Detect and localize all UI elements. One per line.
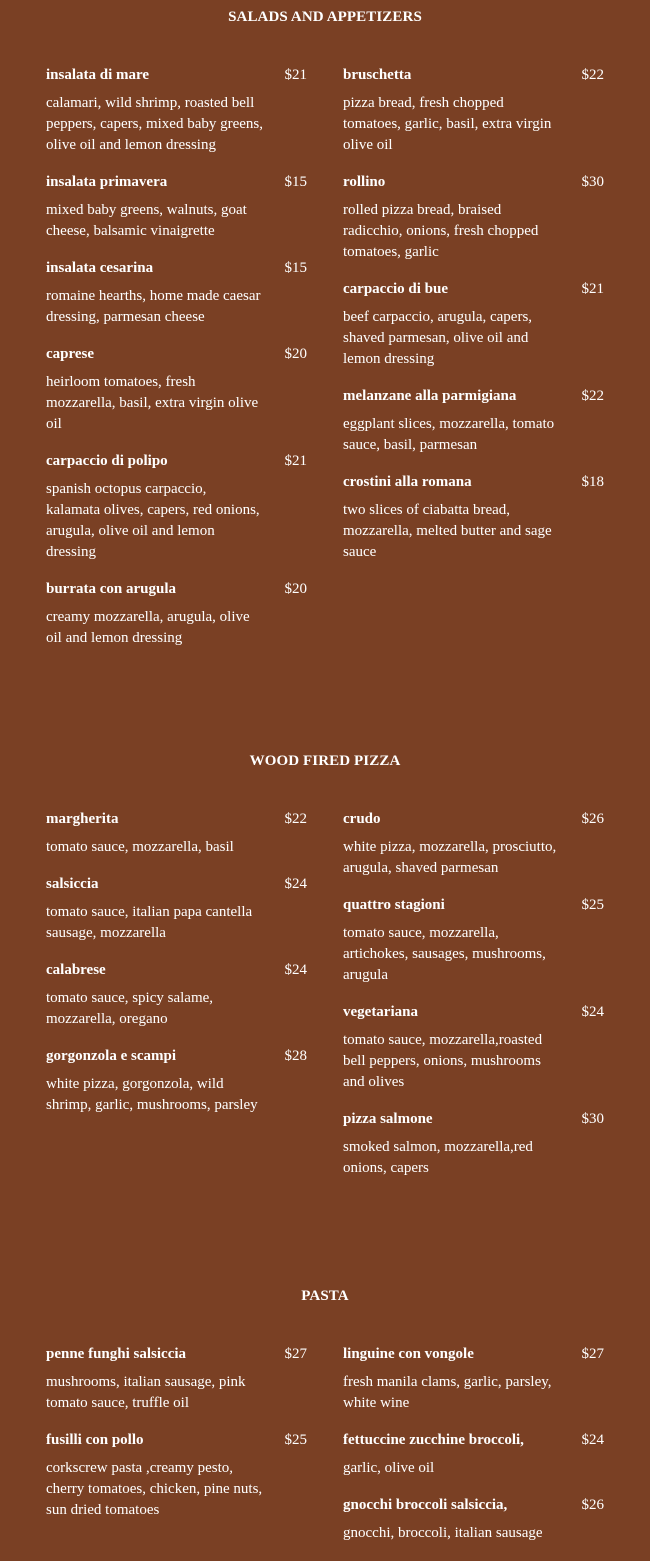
item-price: $28: [284, 1048, 307, 1064]
menu-column-left: [46, 810, 307, 1133]
menu-item: [343, 473, 604, 563]
item-description: beef carpaccio, arugula, capers, shaved parmesan, olive oil and lemon dressing: [343, 309, 533, 367]
menu-item: [46, 1431, 307, 1521]
menu-item: [343, 280, 604, 370]
item-price: $27: [581, 1346, 604, 1362]
item-price: $25: [581, 897, 604, 913]
menu-item: [46, 875, 307, 944]
menu-item: [343, 810, 604, 879]
item-description: fresh manila clams, garlic, parsley, white wine: [343, 1374, 552, 1411]
item-description: heirloom tomatoes, fresh mozzarella, basil, extra virgin olive oil: [46, 374, 259, 432]
item-name: carpaccio di bue: [343, 281, 448, 297]
item-name: insalata di mare: [46, 67, 150, 83]
item-price: $30: [581, 1111, 604, 1127]
item-price: $25: [284, 1432, 307, 1448]
item-price: $22: [581, 67, 604, 83]
menu-column-right: [343, 66, 604, 580]
section-title: PASTA: [301, 1288, 349, 1304]
menu-item: [343, 1496, 604, 1544]
menu-item: [343, 173, 604, 263]
item-description: rolled pizza bread, braised radicchio, onions, fresh chopped tomatoes, garlic: [343, 202, 539, 260]
menu-item: [46, 1345, 307, 1414]
item-name: calabrese: [46, 962, 106, 978]
item-name: salsiccia: [46, 876, 99, 892]
menu-item: [46, 259, 307, 328]
item-name: gnocchi broccoli salsiccia,: [343, 1497, 508, 1513]
item-price: $22: [581, 388, 604, 404]
item-price: $18: [581, 474, 604, 490]
item-price: $26: [581, 1497, 604, 1513]
item-price: $24: [581, 1432, 604, 1448]
section-wood-fired-pizza: [0, 752, 650, 1176]
menu-column-left: [46, 66, 307, 666]
section-salads-and-appetizers: [0, 8, 650, 646]
item-name: burrata con arugula: [46, 581, 177, 597]
menu-item: [46, 66, 307, 156]
item-price: $26: [581, 811, 604, 827]
menu-item: [46, 1047, 307, 1116]
menu-item: [46, 173, 307, 242]
menu-column-right: [343, 810, 604, 1196]
menu-column-right: [343, 1345, 604, 1561]
item-description: gnocchi, broccoli, italian sausage: [343, 1525, 543, 1541]
item-description: tomato sauce, mozzarella, basil: [46, 839, 234, 855]
item-name: vegetariana: [343, 1004, 418, 1020]
item-price: $24: [581, 1004, 604, 1020]
menu-item: [46, 345, 307, 435]
item-description: mushrooms, italian sausage, pink tomato sauce, truffle oil: [46, 1374, 246, 1411]
item-price: $20: [284, 581, 307, 597]
item-description: smoked salmon, mozzarella,red onions, capers: [343, 1139, 533, 1176]
item-name: carpaccio di polipo: [46, 453, 168, 469]
menu-item: [343, 1345, 604, 1414]
menu-item: [46, 961, 307, 1030]
menu-item: [343, 896, 604, 986]
menu-item: [343, 1431, 604, 1479]
item-price: $15: [284, 260, 307, 276]
item-name: rollino: [343, 174, 386, 190]
item-name: insalata primavera: [46, 174, 168, 190]
menu-item: [46, 810, 307, 858]
section-pasta: [0, 1287, 650, 1541]
item-price: $21: [284, 67, 307, 83]
menu-item: [343, 1003, 604, 1093]
menu-item: [343, 387, 604, 456]
item-name: insalata cesarina: [46, 260, 154, 276]
menu-item: [46, 452, 307, 563]
item-description: tomato sauce, mozzarella,roasted bell peppers, onions, mushrooms and olives: [343, 1032, 543, 1090]
menu-column-left: [46, 1345, 307, 1538]
item-description: spanish octopus carpaccio, kalamata olives, capers, red onions, arugula, olive oil and lemon dressing: [46, 481, 260, 560]
item-name: quattro stagioni: [343, 897, 445, 913]
menu-item: [46, 580, 307, 649]
item-price: $21: [284, 453, 307, 469]
item-description: two slices of ciabatta bread, mozzarella, melted butter and sage sauce: [343, 502, 552, 560]
item-description: tomato sauce, spicy salame, mozzarella, oregano: [46, 990, 214, 1027]
item-name: margherita: [46, 811, 119, 827]
item-description: pizza bread, fresh chopped tomatoes, garlic, basil, extra virgin olive oil: [343, 95, 552, 153]
item-description: tomato sauce, italian papa cantella sausage, mozzarella: [46, 904, 253, 941]
menu-item: [343, 66, 604, 156]
item-name: pizza salmone: [343, 1111, 433, 1127]
item-name: melanzane alla parmigiana: [343, 388, 517, 404]
item-price: $30: [581, 174, 604, 190]
item-price: $27: [284, 1346, 307, 1362]
item-name: linguine con vongole: [343, 1346, 474, 1362]
item-description: creamy mozzarella, arugula, olive oil and lemon dressing: [46, 609, 250, 646]
item-description: romaine hearths, home made caesar dressing, parmesan cheese: [46, 288, 261, 325]
item-price: $20: [284, 346, 307, 362]
item-name: penne funghi salsiccia: [46, 1346, 187, 1362]
item-price: $21: [581, 281, 604, 297]
item-description: white pizza, mozzarella, prosciutto, arugula, shaved parmesan: [343, 839, 557, 876]
item-description: eggplant slices, mozzarella, tomato sauce, basil, parmesan: [343, 416, 555, 453]
item-name: bruschetta: [343, 67, 412, 83]
section-title: SALADS AND APPETIZERS: [228, 9, 422, 25]
item-description: tomato sauce, mozzarella, artichokes, sausages, mushrooms, arugula: [343, 925, 546, 983]
item-description: white pizza, gorgonzola, wild shrimp, garlic, mushrooms, parsley: [46, 1076, 258, 1113]
item-price: $22: [284, 811, 307, 827]
item-price: $24: [284, 876, 307, 892]
item-name: fettuccine zucchine broccoli,: [343, 1432, 524, 1448]
item-description: calamari, wild shrimp, roasted bell peppers, capers, mixed baby greens, olive oil and lemon dressing: [46, 95, 264, 153]
item-price: $24: [284, 962, 307, 978]
menu-item: [343, 1110, 604, 1179]
item-name: caprese: [46, 346, 95, 362]
item-description: corkscrew pasta ,creamy pesto, cherry tomatoes, chicken, pine nuts, sun dried tomatoes: [46, 1460, 263, 1518]
item-price: $15: [284, 174, 307, 190]
section-title: WOOD FIRED PIZZA: [249, 753, 401, 769]
item-name: fusilli con pollo: [46, 1432, 144, 1448]
item-description: mixed baby greens, walnuts, goat cheese, balsamic vinaigrette: [46, 202, 247, 239]
item-name: crostini alla romana: [343, 474, 472, 490]
item-name: gorgonzola e scampi: [46, 1048, 176, 1064]
item-description: garlic, olive oil: [343, 1460, 435, 1476]
item-name: crudo: [343, 811, 381, 827]
